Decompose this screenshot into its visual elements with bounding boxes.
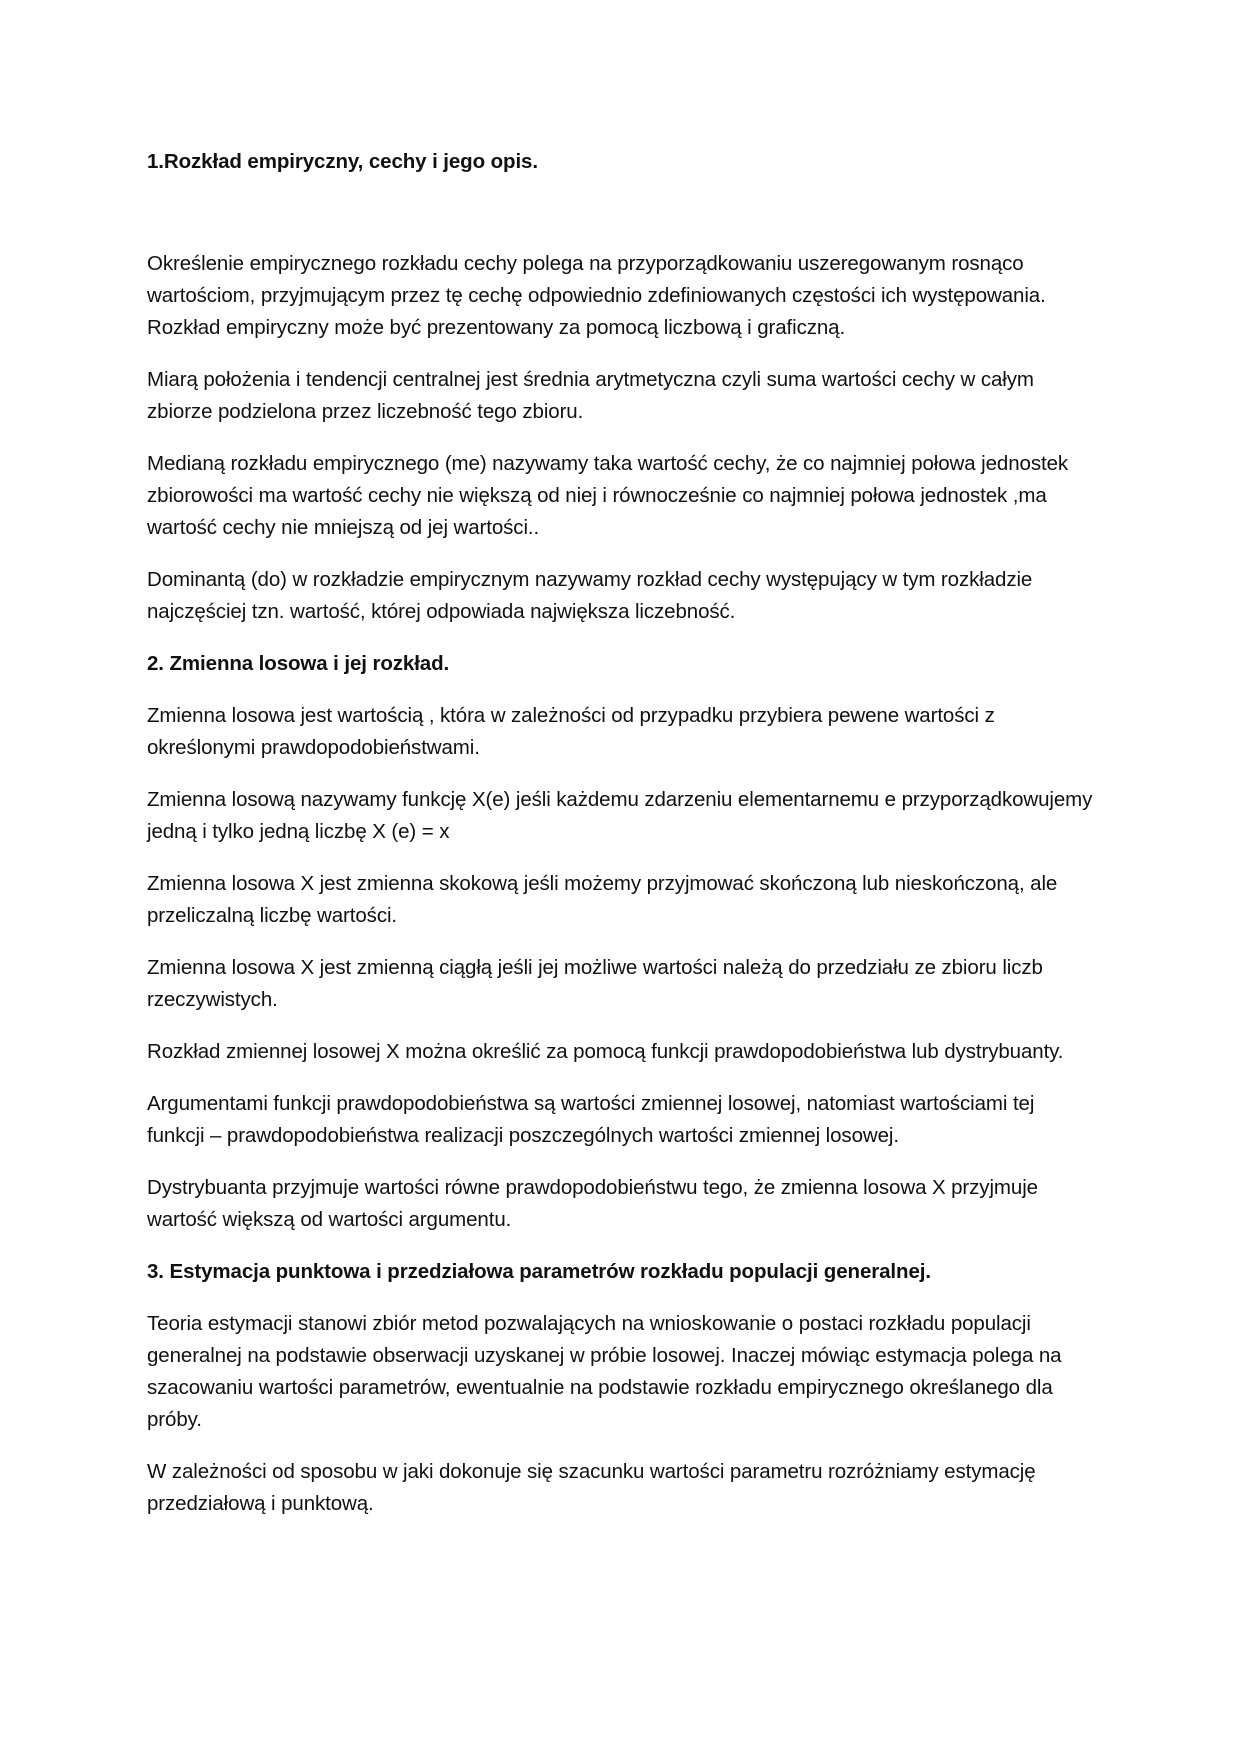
paragraph: Miarą położenia i tendencji centralnej jest średnia arytmetyczna czyli suma wartości cechy w całym zbiorze podzielona przez liczebność tego zbioru.	[147, 368, 1034, 423]
paragraph: Dystrybuanta przyjmuje wartości równe prawdopodobieństwu tego, że zmienna losowa X przyjmuje wartość większą od wartości argumentu.	[147, 1176, 1038, 1231]
paragraph: Argumentami funkcji prawdopodobieństwa są wartości zmiennej losowej, natomiast wartościami tej funkcji – prawdopodobieństwa realizacji poszczególnych wartości zmiennej losowej.	[147, 1092, 1035, 1147]
paragraph: Dominantą (do) w rozkładzie empirycznym nazywamy rozkład cechy występujący w tym rozkładzie najczęściej tzn. wartość, której odpowiada największa liczebność.	[147, 568, 1033, 623]
paragraph: Rozkład zmiennej losowej X można określić za pomocą funkcji prawdopodobieństwa lub dystrybuanty.	[147, 1040, 1064, 1063]
document-body	[147, 146, 1097, 1520]
paragraph: Zmienna losowa jest wartością , która w zależności od przypadku przybiera pewene wartości z określonymi prawdopodobieństwami.	[147, 704, 995, 759]
paragraph: Medianą rozkładu empirycznego (me) nazywamy taka wartość cechy, że co najmniej połowa jednostek zbiorowości ma wartość cechy nie większą od niej i równocześnie co najmniej połowa jednostek ,ma wartość cechy nie mniejszą od jej wartości..	[147, 452, 1069, 539]
section-heading-2: 2. Zmienna losowa i jej rozkład.	[147, 652, 450, 675]
paragraph: Zmienna losowa X jest zmienna skokową jeśli możemy przyjmować skończoną lub nieskończoną, ale przeliczalną liczbę wartości.	[147, 872, 1058, 927]
section-heading-1: 1.Rozkład empiryczny, cechy i jego opis.	[147, 150, 538, 173]
paragraph: Zmienna losowa X jest zmienną ciągłą jeśli jej możliwe wartości należą do przedziału ze zbioru liczb rzeczywistych.	[147, 956, 1043, 1011]
paragraph: Zmienna losową nazywamy funkcję X(e) jeśli każdemu zdarzeniu elementarnemu e przyporządkowujemy jedną i tylko jedną liczbę X (e) = x	[147, 788, 1093, 843]
paragraph: W zależności od sposobu w jaki dokonuje się szacunku wartości parametru rozróżniamy estymację przedziałową i punktową.	[147, 1460, 1036, 1515]
section-heading-3: 3. Estymacja punktowa i przedziałowa parametrów rozkładu populacji generalnej.	[147, 1260, 931, 1283]
paragraph: Określenie empirycznego rozkładu cechy polega na przyporządkowaniu uszeregowanym rosnąco wartościom, przyjmującym przez tę cechę odpowiednio zdefiniowanych częstości ich występowania. Rozkład empiryczny może być prezentowany za pomocą liczbową i graficzną.	[147, 252, 1046, 339]
paragraph: Teoria estymacji stanowi zbiór metod pozwalających na wnioskowanie o postaci rozkładu populacji generalnej na podstawie obserwacji uzyskanej w próbie losowej. Inaczej mówiąc estymacja polega na szacowaniu wartości parametrów, ewentualnie na podstawie rozkładu empirycznego określanego dla próby.	[147, 1312, 1062, 1431]
